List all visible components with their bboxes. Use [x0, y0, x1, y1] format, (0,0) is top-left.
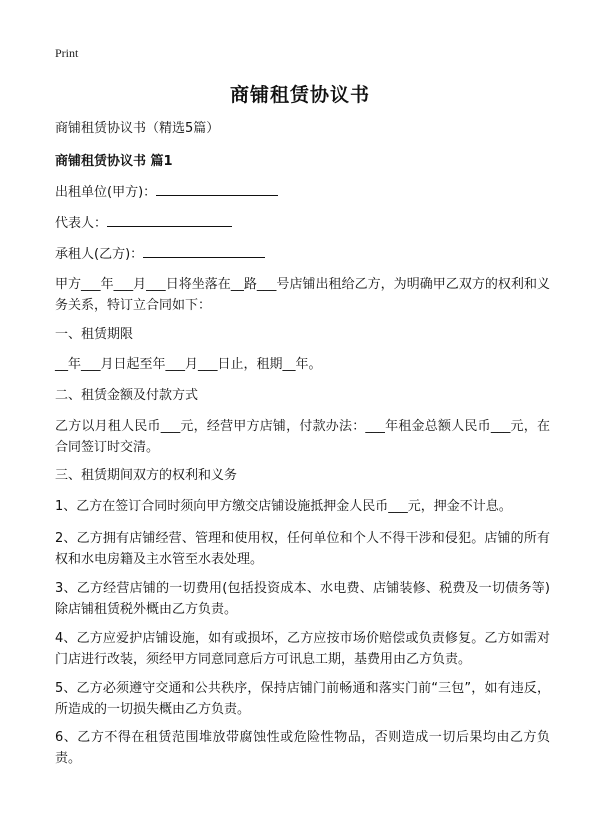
sec1-text: __年___月日起至年___月___日止，租期__年。: [55, 357, 322, 372]
representative-blank: [107, 212, 232, 227]
lessee-field: [55, 243, 550, 265]
list-item: 2、乙方拥有店铺经营、管理和使用权，任何单位和个人不得干涉和侵犯。店铺的所有权和水电房籍及主水管至水表处理。: [55, 531, 550, 567]
list-item: 4、乙方应爱护店铺设施，如有或损坏，乙方应按市场价赔偿或负责修复。乙方如需对门店进行改装，须经甲方同意同意后方可讯息工期，基费用由乙方负责。: [55, 631, 550, 667]
list-item: 5、乙方必须遵守交通和公共秩序，保持店铺门前畅通和落实门前“三包”，如有违反，所造成的一切损失概由乙方负责。: [55, 681, 550, 717]
print-label[interactable]: Print: [55, 46, 79, 60]
representative-label: 代表人：: [55, 216, 108, 231]
list-item: 1、乙方在签订合同时须向甲方缴交店铺设施抵押金人民币___元，押金不计息。: [55, 499, 512, 514]
sec2-text: 乙方以月租人民币___元，经营甲方店铺，付款办法：___年租金总额人民币___元，在合同签订时交清。: [55, 419, 550, 455]
representative-field: [55, 212, 550, 234]
intro-paragraph: 甲方___年___月___日将坐落在__路___号店铺出租给乙方，为明确甲乙双方的权利和义务关系，特订立合同如下：: [55, 277, 550, 313]
lessor-blank: [156, 181, 278, 196]
sec3-heading: 三、租赁期间双方的权利和义务: [55, 468, 238, 483]
list-item: 6、乙方不得在租赁范围堆放带腐蚀性或危险性物品，否则造成一切后果均由乙方负责。: [55, 730, 550, 766]
sec1-heading: 一、租赁期限: [55, 327, 134, 342]
document-subtitle: 商铺租赁协议书（精选5篇）: [55, 121, 220, 136]
lessee-label: 承租人(乙方)：: [55, 247, 144, 262]
sec2-heading: 二、租赁金额及付款方式: [55, 388, 199, 403]
section-heading: 商铺租赁协议书 篇1: [55, 154, 173, 169]
list-item: 3、乙方经营店铺的一切费用(包括投资成本、水电费、店铺装修、税费及一切债务等)除店铺租赁税外概由乙方负责。: [55, 581, 550, 617]
lessor-field: [55, 181, 550, 203]
document-title: 商铺租赁协议书: [229, 84, 370, 106]
lessor-label: 出租单位(甲方)：: [55, 185, 157, 200]
lessee-blank: [143, 243, 265, 258]
